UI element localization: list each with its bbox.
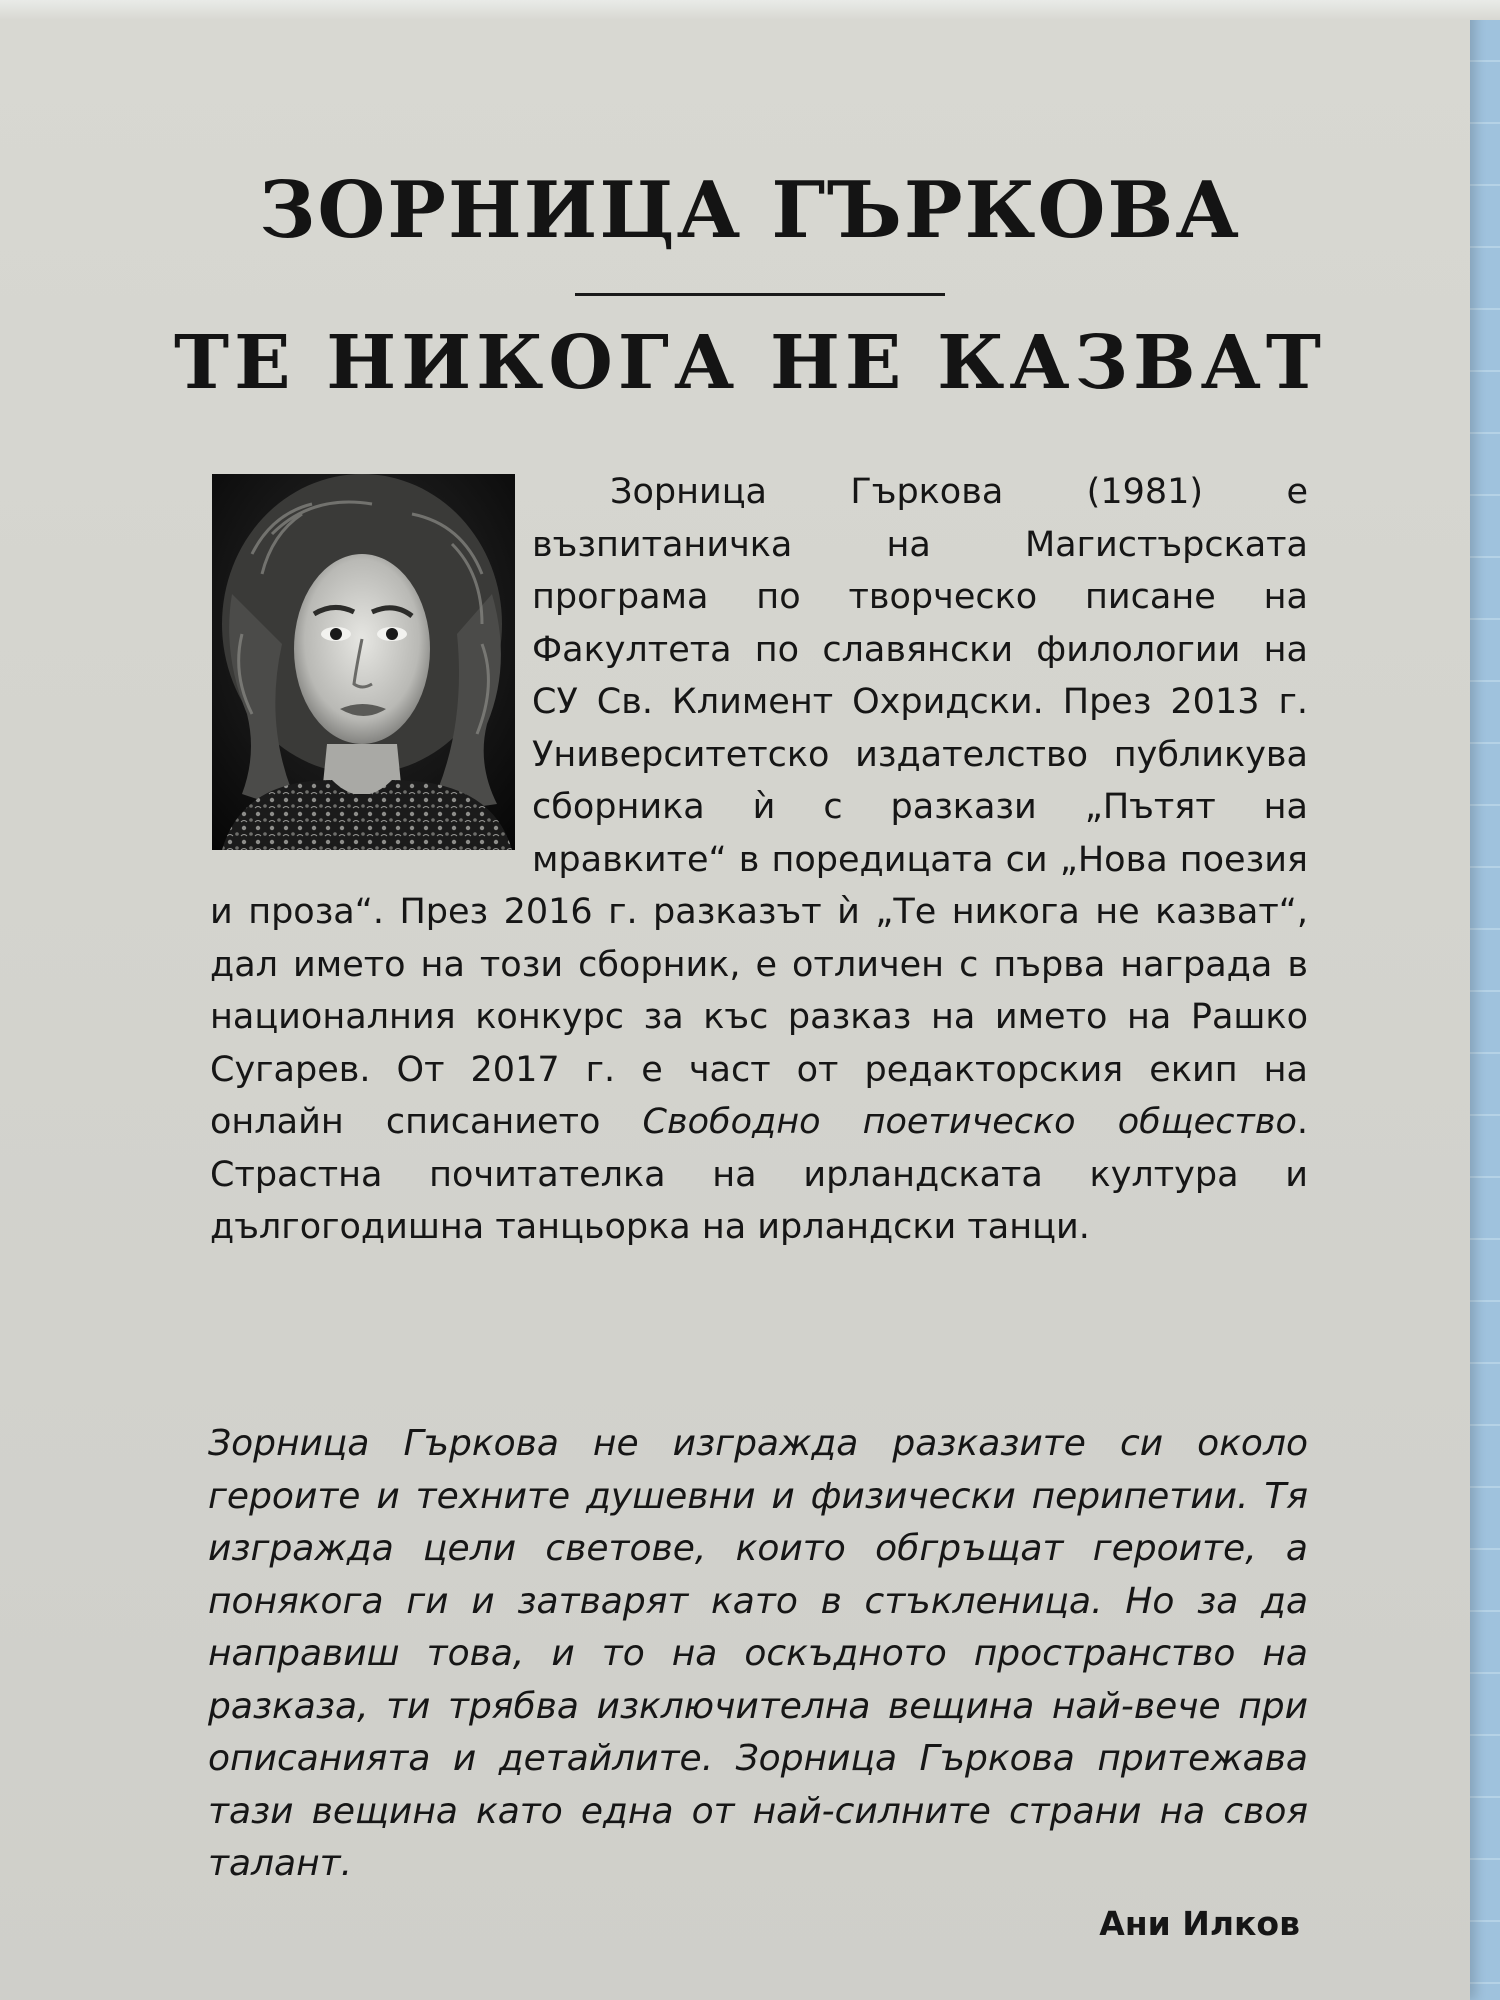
- author-name-heading: ЗОРНИЦА ГЪРКОВА: [259, 165, 1241, 256]
- biography-text-end: . Страстна почитателка на ирландската култура и дългогодишна танцьорка на ирландски танци.: [210, 1102, 1309, 1247]
- magazine-title: Свободно поетическо общество: [642, 1102, 1297, 1142]
- title-divider: [575, 293, 945, 296]
- critic-quote: Зорница Гъркова не изгражда разказите си около героите и техните душевни и физически перипетии. Тя изгражда цели светове, които обгръщат героите, а понякога ги и затварят като в стъкленица. Но за да направиш това, и то на оскъдното пространство на разказа, ти трябва изключителна вещина най-вече при описанията и детайлите. Зорница Гъркова притежава тази вещина като една от най-силните страни на своя талант.: [208, 1423, 1308, 1884]
- author-biography: [210, 466, 1308, 1254]
- portrait-wrap-space: [210, 466, 532, 876]
- quote-author: Ани Илков: [1099, 1904, 1300, 1943]
- page-top-edge: [0, 0, 1500, 20]
- biography-text: Зорница Гъркова (1981) е възпитаничка на Магистърската програма по творческо писане на Факултета по славянски филологии на СУ Св. Климент Охридски. През 2013 г. Университетско издателство публикува сборника ѝ с разкази „Пътят на мравките“ в поредицата си „Нова поезия и проза“. През 2016 г. разказът ѝ „Те никога не казват“, дал името на този сборник, е отличен с първа награда в националния конкурс за къс разказ на името на Рашко Сугарев. От 2017 г. е част от редакторския екип на онлайн списанието: [210, 472, 1308, 1142]
- book-title-heading: ТЕ НИКОГА НЕ КАЗВАТ: [174, 320, 1326, 406]
